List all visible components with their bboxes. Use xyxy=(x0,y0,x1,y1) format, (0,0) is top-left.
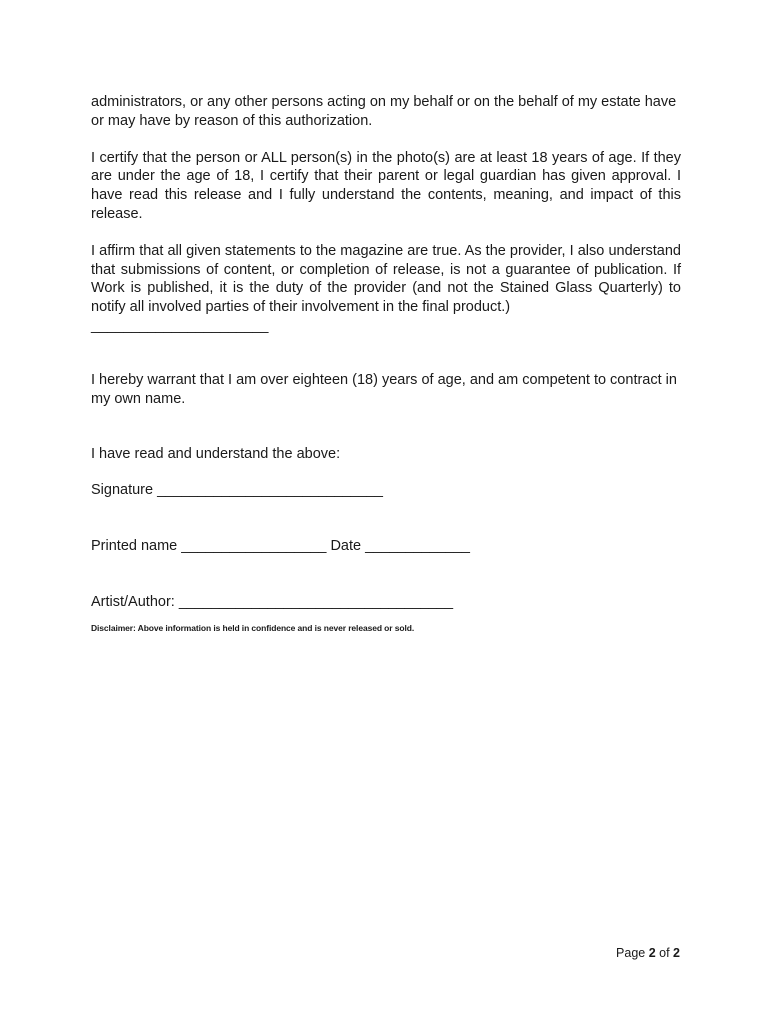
page-total: 2 xyxy=(673,946,680,960)
affirmation-blank-line[interactable]: ______________________ xyxy=(91,317,269,334)
page-of: of xyxy=(655,946,674,960)
disclaimer-text: Disclaimer: Above information is held in confidence and is never released or sold. xyxy=(91,622,415,633)
affirmation-paragraph: I affirm that all given statements to the magazine are true. As the provider, I also understand that submissions of content, or completion of release, is not a guarantee of publication. If Work is published, it is the duty of the provider (and not the Stained Glass Quarterly) to notify all involved parties of their involvement in the final product.) xyxy=(91,242,681,316)
age-certification-paragraph: I certify that the person or ALL person(s) in the photo(s) are at least 18 years of age. If they are under the age of 18, I certify that their parent or legal guardian has given approval. I have read this release and I fully understand the contents, meaning, and impact of this release. xyxy=(91,149,681,222)
page-number xyxy=(616,945,680,961)
page-current: 2 xyxy=(648,946,656,960)
authorization-paragraph: administrators, or any other persons acting on my behalf or on the behalf of my estate have or may have by reason of this authorization. xyxy=(91,94,677,129)
document-body xyxy=(91,93,681,634)
printed-name-date-field[interactable]: Printed name __________________ Date _____________ xyxy=(91,538,470,555)
page-prefix: Page xyxy=(616,946,649,960)
read-statement: I have read and understand the above: xyxy=(91,445,341,462)
warrant-paragraph: I hereby warrant that I am over eighteen (18) years of age, and am competent to contract in my own name. xyxy=(91,371,677,407)
signature-field[interactable]: Signature ____________________________ xyxy=(91,482,383,499)
artist-author-field[interactable]: Artist/Author: __________________________________ xyxy=(91,593,454,610)
